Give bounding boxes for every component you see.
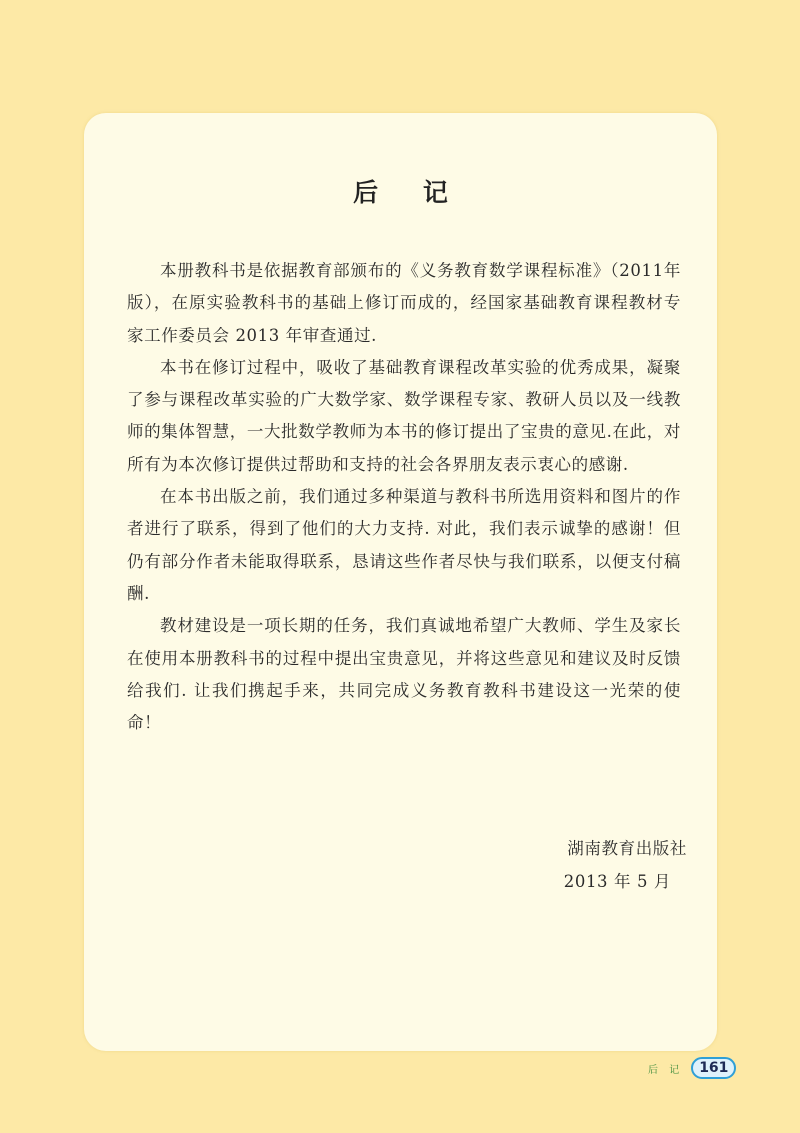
paragraph-3: 在本书出版之前，我们通过多种渠道与教科书所选用资料和图片的作者进行了联系，得到了他们的大力支持. 对此，我们表示诚挚的感谢！但仍有部分作者未能取得联系，恳请这些作者尽快与我们联系，以便支付稿酬. <box>127 487 681 603</box>
signature-date: 2013 年 5 月 <box>563 872 671 891</box>
afterword-body <box>127 255 681 739</box>
content-card <box>84 113 717 1051</box>
signature-block <box>564 832 687 898</box>
page-number-badge: 161 <box>691 1057 736 1079</box>
publisher-name: 湖南教育出版社 <box>567 839 687 858</box>
paragraph-2: 本书在修订过程中，吸收了基础教育课程改革实验的优秀成果，凝聚了参与课程改革实验的广大数学家、数学课程专家、教研人员以及一线教师的集体智慧，一大批数学教师为本书的修订提出了宝贵的意见.在此，对所有为本次修订提供过帮助和支持的社会各界朋友表示衷心的感谢. <box>127 357 681 474</box>
page-title: 后 记 <box>353 178 466 207</box>
page-footer <box>648 1057 736 1079</box>
paragraph-1: 本册教科书是依据教育部颁布的《义务教育数学课程标准》（2011年版），在原实验教科书的基础上修订而成的，经国家基础教育课程教材专家工作委员会 2013 年审查通过. <box>127 261 681 345</box>
paragraph-4: 教材建设是一项长期的任务，我们真诚地希望广大教师、学生及家长在使用本册教科书的过程中提出宝贵意见，并将这些意见和建议及时反馈给我们. 让我们携起手来，共同完成义务教育教科书建设这一光荣的使命！ <box>127 616 681 733</box>
footer-section-label: 后 记 <box>648 1064 684 1076</box>
